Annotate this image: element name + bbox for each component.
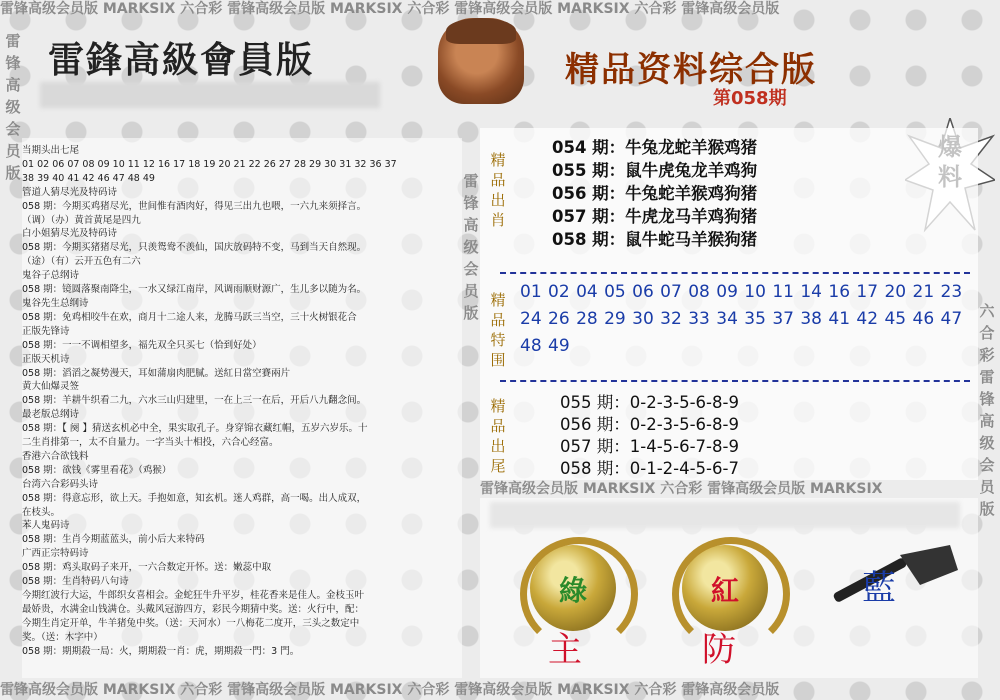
left-text-line: 鬼谷先生总纲诗 (22, 297, 89, 309)
left-text-line: 058 期：今期买猪猪尽光，只羡鸳鸯不羡仙，国庆放码特不变，马到当天自然现。 (22, 242, 367, 254)
left-text-line: 058 期：滔滔之凝势漫天，耳如蒲扇肉肥腻。送紅日當空賽兩片 (22, 367, 291, 379)
zodiac-row: 057 期：牛虎龙马羊鸡狗猪 (552, 207, 758, 226)
left-text-line: 058 期：今期买鸡猪尽光，世间惟有酒肉好，得见三出九也喂，一六九来须择言。 (22, 200, 367, 212)
tail-row: 056 期：0-2-3-5-6-8-9 (560, 415, 739, 434)
left-text-line: 鬼谷子总纲诗 (22, 270, 80, 282)
left-text-line: 二生肖排第一，太不自量力。一字当头十相投，六合心经富。 (22, 437, 279, 449)
left-text-line: 在枝头。 (22, 506, 61, 518)
left-text-list (22, 144, 462, 659)
title-left: 雷鋒高級會員版 (48, 39, 315, 81)
left-text-line: 058 期：生肖特码八句诗 (22, 576, 129, 588)
left-text-line: 058 期：鸡头取码子来开，一六合数定开怀。送：嫩蕊中取 (22, 562, 272, 574)
tail-row: 055 期：0-2-3-5-6-8-9 (560, 393, 739, 412)
watermark-middle: 雷锋高级会员版 (463, 172, 479, 322)
left-text-line: 奖。（送：木字中） (22, 631, 103, 643)
left-text-line: 058 期：生肖今期蓝蓝头，前小后大来特码 (22, 534, 205, 546)
left-text-line: 管道人猜尽光及特码诗 (22, 186, 118, 198)
special-numbers: 01 02 04 05 06 07 08 09 10 11 14 16 17 20 21 23 24 26 28 29 30 32 33 34 35 37 38 41 42 45 46 47 48 49 (520, 282, 963, 356)
divider (500, 272, 970, 274)
left-text-line: 当期头出七尾 (22, 145, 80, 156)
left-text-line: 最娇贵，水满金山钱满仓。头戴风冠游四方，彩民今期猜中奖。送：火行中，配： (22, 603, 365, 615)
left-text-line: 今期红波行大运，牛郎织女喜相会。金蛇狂牛升平岁，桂花香来是佳人。金枝玉叶 (22, 590, 365, 601)
tail-list (560, 392, 739, 480)
left-text-line: 正版天机诗 (22, 353, 70, 365)
left-text-line: 黄大仙爆灵签 (22, 381, 80, 393)
blurred-banner (490, 502, 960, 528)
left-text-line: 058 期：欲钱《雾里看花》（鸡猴） (22, 464, 172, 476)
label-numbers: 精品特围 (490, 291, 506, 369)
watermark-top: 雷锋高级会员版 MARKSIX 六合彩 雷锋高级会员版 MARKSIX 六合彩 雷锋高级会员版 MARKSIX 六合彩 雷锋高级会员版 (0, 1, 780, 17)
coin-green-text: 綠 (558, 574, 587, 607)
coin-red-text: 紅 (710, 574, 739, 607)
watermark-right: 六合彩雷锋高级会员版 (979, 302, 995, 518)
blurred-banner (40, 82, 380, 108)
blue-character: 藍 (862, 568, 896, 608)
defend-character: 防 (702, 630, 736, 670)
green-coin-icon (530, 545, 616, 631)
left-text-line: 苯人鬼码诗 (22, 520, 70, 532)
left-text-line: 058 期：镜圆落聚南降尘，一水又绿江南岸，风调雨顺财源广，生儿多以随为名。 (22, 284, 367, 296)
left-text-line: 058 期：一一不调相望多，福先双全只买七（恰到好处） (22, 339, 262, 351)
tail-row: 058 期：0-1-2-4-5-6-7 (560, 459, 739, 478)
left-text-line: （途）（有）云开五色有二六 (22, 256, 141, 268)
left-text-line: 01 02 06 07 08 09 10 11 12 16 17 18 19 20 21 22 26 27 28 29 30 31 32 36 37 (22, 158, 397, 170)
portrait-image (438, 18, 524, 104)
label-tails: 精品出尾 (490, 397, 506, 475)
left-text-line: 白小姐猜尽光及特码诗 (22, 228, 118, 240)
left-text-line: 058 期：【 阕 】猜送玄机必中全，果实取孔子。身穿锦衣藏红帽，五岁六岁乐。十 (22, 423, 368, 435)
watermark-left: 雷锋高级会员版 (5, 32, 21, 182)
label-zodiac: 精品出肖 (490, 151, 506, 229)
left-text-line: 058 期：期期殺一局：火，期期殺一肖：虎，期期殺一門：3 門。 (22, 645, 300, 657)
left-text-line: 058 期：得意忘形，欲上天。手抱如意，知玄机。迷人鸡群，高一喝。出人成双， (22, 492, 367, 504)
main-character: 主 (548, 630, 582, 670)
zodiac-row: 054 期：牛兔龙蛇羊猴鸡猪 (552, 138, 758, 157)
zodiac-list (552, 136, 757, 251)
title-right: 精品资料综合版 (565, 50, 817, 90)
divider (500, 380, 970, 382)
left-text-line: （调）（办）黄首黄尾是四九 (22, 214, 141, 226)
left-text-line: 38 39 40 41 42 46 47 48 49 (22, 172, 155, 184)
left-text-line: 今期生肖定开单，牛羊猪兔中奖。（送：天河水）一八梅花二度开，三头之数定中 (22, 617, 360, 629)
left-text-line: 正版先锋诗 (22, 325, 70, 337)
zodiac-row: 058 期：鼠牛蛇马羊猴狗猪 (552, 230, 758, 249)
watermark-bottom: 雷锋高级会员版 MARKSIX 六合彩 雷锋高级会员版 MARKSIX 六合彩 雷锋高级会员版 MARKSIX 六合彩 雷锋高级会员版 (0, 682, 780, 698)
zodiac-row: 055 期：鼠牛虎兔龙羊鸡狗 (552, 161, 758, 180)
left-text-line: 058 期：羊耕牛织看二九，六水三山归建里，一在上三一在后，开后八九翻念间。 (22, 395, 367, 407)
issue-number: 第058期 (713, 88, 787, 109)
red-coin-icon (682, 545, 768, 631)
left-text-line: 香港六合欲钱料 (22, 450, 89, 462)
left-text-line: 058 期：免鸡相咬牛在欢，商月十二途人来，龙腾马跃三当空，三十火树银花合 (22, 311, 357, 323)
tail-row: 057 期：1-4-5-6-7-8-9 (560, 437, 739, 456)
watermark-mid: 雷锋高级会员版 MARKSIX 六合彩 雷锋高级会员版 MARKSIX (480, 481, 883, 497)
left-text-line: 最老版总纲诗 (22, 409, 80, 421)
left-text-line: 台湾六合彩码头诗 (22, 478, 99, 490)
zodiac-row: 056 期：牛兔蛇羊猴鸡狗猪 (552, 184, 758, 203)
left-text-line: 广西正宗特码诗 (22, 548, 89, 560)
